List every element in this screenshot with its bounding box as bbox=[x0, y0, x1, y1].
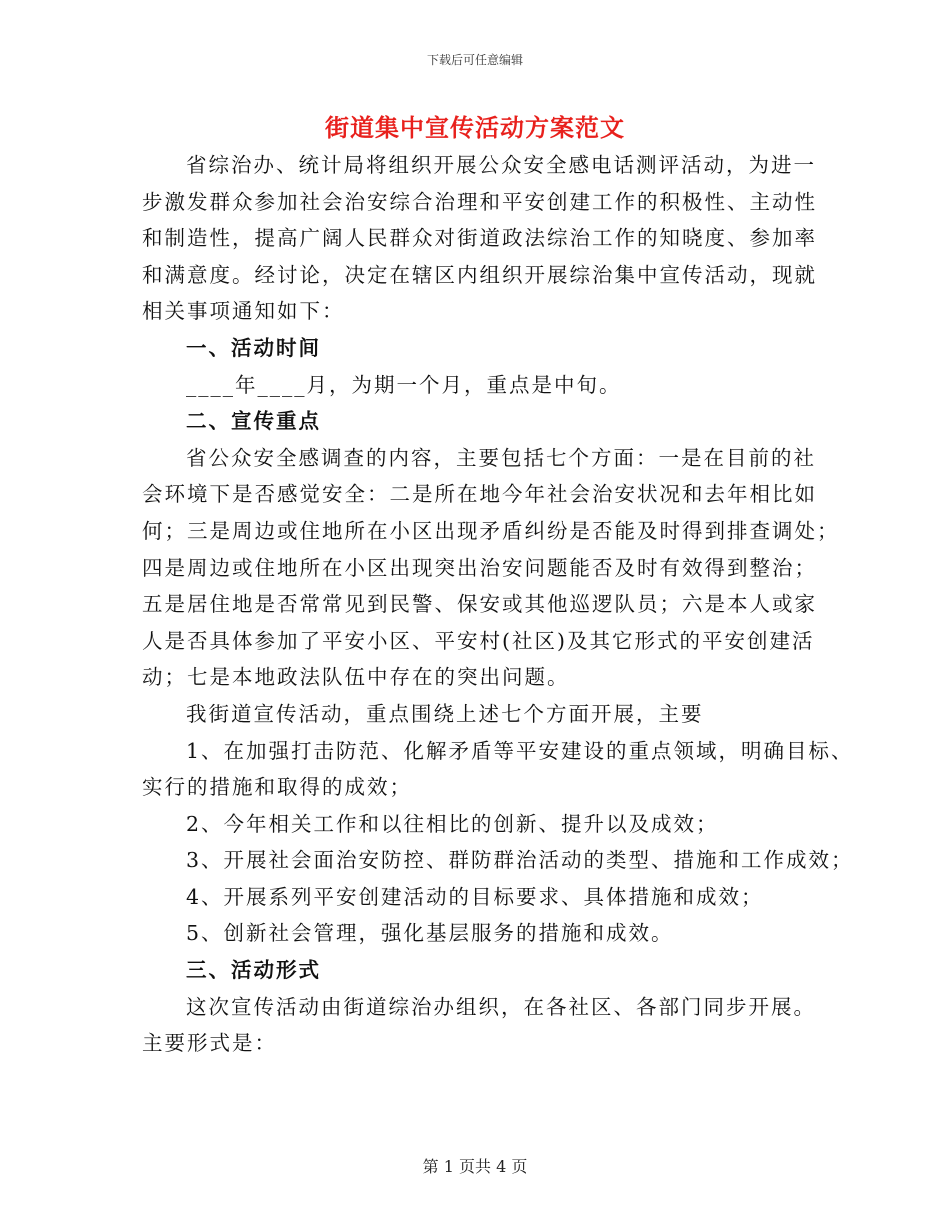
paragraph-line: 人是否具体参加了平安小区、平安村(社区)及其它形式的平安创建活 bbox=[142, 628, 815, 653]
paragraph-line: 我街道宣传活动，重点围绕上述七个方面开展，主要 bbox=[186, 701, 704, 726]
section-heading: 一、活动时间 bbox=[186, 335, 321, 360]
section-heading: 二、宣传重点 bbox=[186, 409, 321, 434]
document-body bbox=[142, 147, 854, 1062]
page-footer: 第 1 页共 4 页 bbox=[422, 1157, 528, 1176]
paragraph-line: 四是周边或住地所在小区出现突出治安问题能否及时有效得到整治； bbox=[142, 555, 817, 580]
list-item-continuation: 实行的措施和取得的成效； bbox=[142, 775, 412, 800]
paragraph-line: 省综治办、统计局将组织开展公众安全感电话测评活动，为进一 bbox=[186, 153, 816, 177]
page-header: 下载后可任意编辑 bbox=[426, 53, 523, 67]
paragraph-line: 动；七是本地政法队伍中存在的突出问题。 bbox=[142, 665, 570, 690]
paragraph-line: 五是居住地是否常常见到民警、保安或其他巡逻队员；六是本人或家 bbox=[142, 592, 817, 617]
paragraph-line: 何；三是周边或住地所在小区出现矛盾纠纷是否能及时得到排查调处； bbox=[142, 518, 840, 543]
list-item: 5、创新社会管理，强化基层服务的措施和成效。 bbox=[186, 921, 674, 946]
paragraph-line: 步激发群众参加社会治安综合治理和平安创建工作的积极性、主动性 bbox=[142, 189, 817, 214]
paragraph-line: 和制造性，提高广阔人民群众对街道政法综治工作的知晓度、参加率 bbox=[142, 226, 817, 251]
list-item: 2、今年相关工作和以往相比的创新、提升以及成效； bbox=[186, 811, 719, 836]
paragraph-line: 主要形式是： bbox=[142, 1031, 277, 1056]
section-heading: 三、活动形式 bbox=[186, 958, 321, 983]
paragraph-line: 会环境下是否感觉安全：二是所在地今年社会治安状况和去年相比如 bbox=[142, 482, 817, 507]
paragraph-line: 省公众安全感调查的内容，主要包括七个方面：一是在目前的社 bbox=[186, 445, 816, 470]
paragraph-line: 这次宣传活动由街道综治办组织，在各社区、各部门同步开展。 bbox=[186, 994, 816, 1019]
list-item: 3、开展社会面治安防控、群防群治活动的类型、措施和工作成效； bbox=[186, 848, 854, 873]
paragraph-line: 相关事项通知如下： bbox=[142, 299, 345, 324]
paragraph-line: ____年____月，为期一个月，重点是中旬。 bbox=[186, 372, 622, 397]
list-item: 4、开展系列平安创建活动的目标要求、具体措施和成效； bbox=[186, 884, 764, 909]
list-item: 1、在加强打击防范、化解矛盾等平安建设的重点领域，明确目标、 bbox=[186, 738, 854, 763]
document-title: 街道集中宣传活动方案范文 bbox=[325, 113, 625, 142]
paragraph-line: 和满意度。经讨论，决定在辖区内组织开展综治集中宣传活动，现就 bbox=[142, 262, 817, 287]
